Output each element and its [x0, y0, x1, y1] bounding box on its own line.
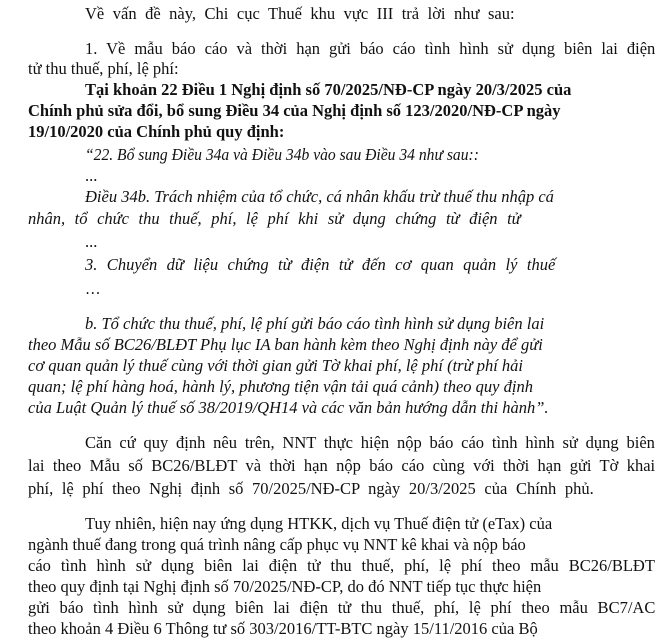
text-line-3: tử thu thuế, phí, lệ phí:	[28, 59, 179, 78]
text-line-18: của Luật Quản lý thuế số 38/2019/QH14 và các văn bản hướng dẫn thi hành”.	[28, 398, 549, 417]
text-line-14: b. Tổ chức thu thuế, phí, lệ phí gửi báo cáo tình hình sử dụng biên lai	[85, 314, 545, 333]
text-line-26: gửi báo tình hình sử dụng biên lai điện tử thu thuế, phí, lệ phí theo mẫu BC7/AC	[28, 598, 656, 617]
text-line-1: Về vấn đề này, Chi cục Thuế khu vực III trả lời như sau:	[85, 4, 515, 23]
text-line-23: ngành thuế đang trong quá trình nâng cấp phục vụ NNT kê khai và nộp báo	[28, 535, 526, 554]
text-line-16: cơ quan quản lý thuế cùng với thời gian gửi Tờ khai phí, lệ phí (trừ phí hải	[28, 356, 524, 375]
text-line-25: theo quy định tại Nghị định số 70/2025/NĐ-CP, do đó NNT tiếp tục thực hiện	[28, 577, 542, 596]
text-line-6: 19/10/2020 của Chính phủ quy định:	[28, 122, 285, 141]
text-line-7: “22. Bổ sung Điều 34a và Điều 34b vào sau Điều 34 như sau::	[85, 145, 479, 164]
text-line-11: ...	[85, 232, 98, 251]
text-line-9: Điều 34b. Trách nhiệm của tổ chức, cá nhân khấu trừ thuế thu nhập cá	[85, 187, 554, 206]
text-line-2: 1. Về mẫu báo cáo và thời hạn gửi báo cáo tình hình sử dụng biên lai điện	[85, 39, 656, 58]
text-line-13: …	[85, 279, 101, 298]
text-line-21: phí, lệ phí theo Nghị định số 70/2025/NĐ-CP ngày 20/3/2025 của Chính phủ.	[28, 479, 594, 498]
text-line-15: theo Mẫu số BC26/BLĐT Phụ lục IA ban hành kèm theo Nghị định này để gửi	[28, 335, 543, 354]
text-line-12: 3. Chuyển dữ liệu chứng từ điện tử đến cơ quan quản lý thuế	[85, 255, 556, 274]
text-line-5: Chính phủ sửa đổi, bổ sung Điều 34 của Nghị định số 123/2020/NĐ-CP ngày	[28, 101, 561, 120]
text-line-10: nhân, tổ chức thu thuế, phí, lệ phí khi sử dụng chứng từ điện tử	[28, 209, 521, 228]
text-line-8: ...	[85, 166, 98, 185]
text-line-24: cáo tình hình sử dụng biên lai điện tử thu thuế, phí, lệ phí theo mẫu BC26/BLĐT	[28, 556, 655, 575]
text-line-19: Căn cứ quy định nêu trên, NNT thực hiện nộp báo cáo tình hình sử dụng biên	[85, 433, 655, 452]
text-line-17: quan; lệ phí hàng hoá, hành lý, phương tiện vận tải quá cảnh) theo quy định	[28, 377, 533, 396]
text-line-27: theo khoản 4 Điều 6 Thông tư số 303/2016/TT-BTC ngày 15/11/2016 của Bộ	[28, 619, 538, 638]
text-line-4: Tại khoản 22 Điều 1 Nghị định số 70/2025/NĐ-CP ngày 20/3/2025 của	[85, 80, 572, 99]
text-line-20: lai theo Mẫu số BC26/BLĐT và thời hạn nộp báo cáo cùng với thời hạn gửi Tờ khai	[28, 456, 656, 475]
text-line-22: Tuy nhiên, hiện nay ứng dụng HTKK, dịch vụ Thuế điện tử (eTax) của	[85, 514, 553, 533]
